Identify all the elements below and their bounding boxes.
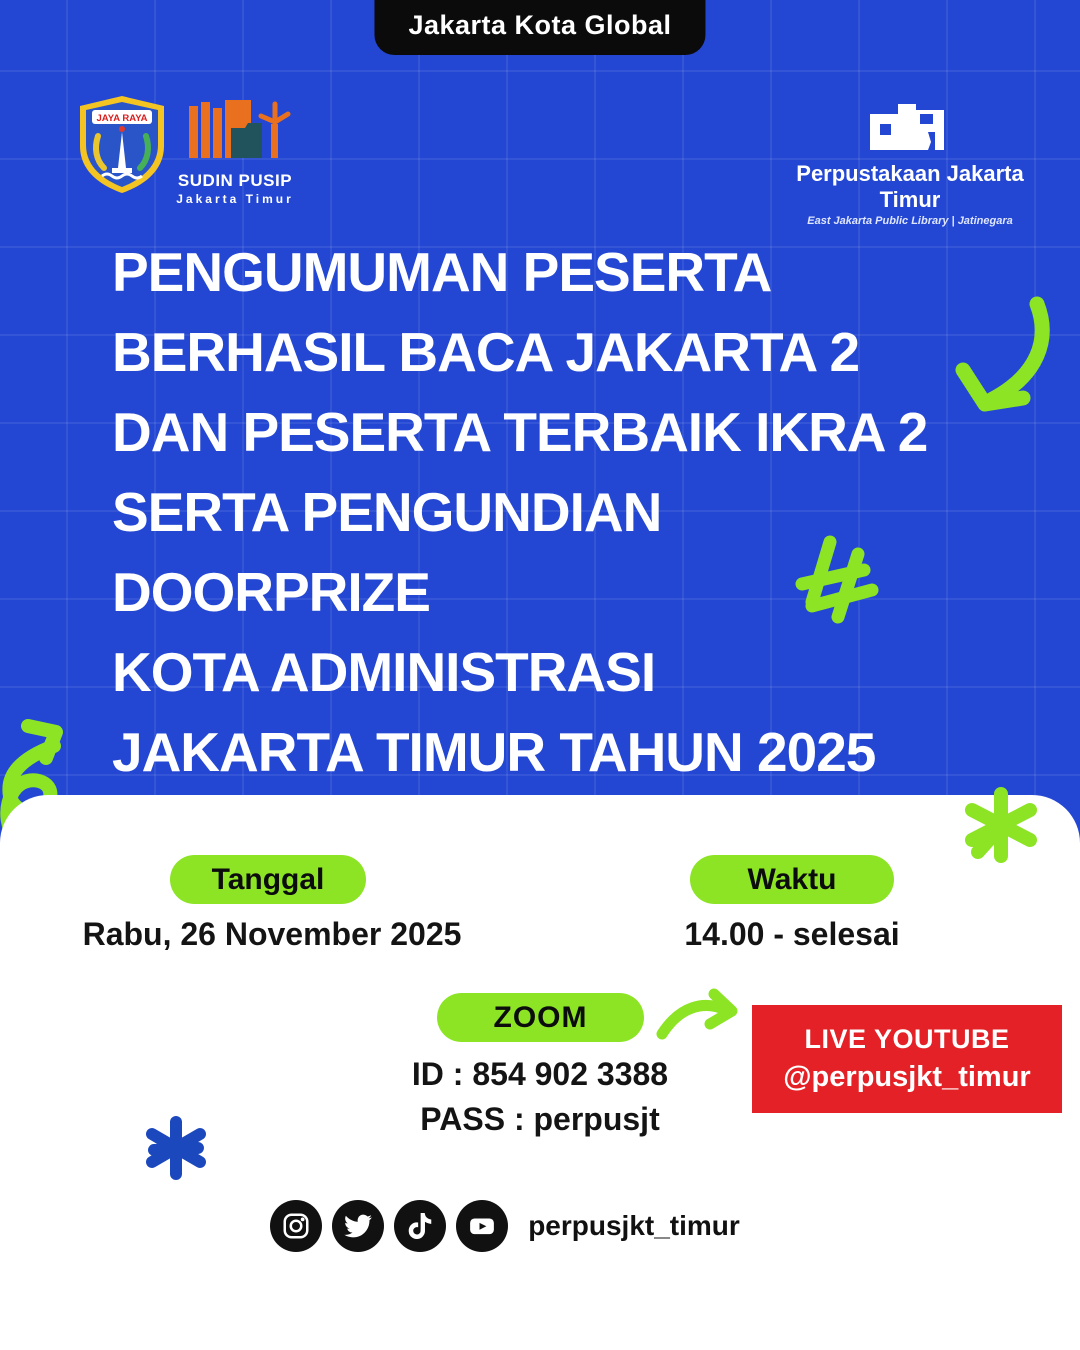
library-building-icon [868,100,952,150]
live-youtube-box [752,1005,1062,1113]
headline-line: KOTA ADMINISTRASI [112,641,656,703]
hash-doodle [790,532,882,627]
top-badge: Jakarta Kota Global [374,0,705,55]
sudin-buildings-icon [175,98,295,162]
headline-line: BERHASIL BACA JAKARTA 2 [112,321,860,383]
perpustakaan-logo [770,100,1050,227]
jaya-raya-shield-logo [76,94,168,199]
headline-block [112,232,992,792]
social-row [0,1200,1010,1252]
instagram-icon [270,1200,322,1252]
headline-line: SERTA PENGUNDIAN [112,481,662,543]
zoom-password: PASS : perpusjt [420,1101,660,1137]
headline-line: PENGUMUMAN PESERTA [112,241,772,303]
time-label-pill: Waktu [690,855,894,904]
date-label-pill: Tanggal [170,855,366,904]
headline-line: DAN PESERTA TERBAIK IKRA 2 [112,401,928,463]
sudin-pusip-subtitle: Jakarta Timur [176,192,294,206]
blue-asterisk-doodle [140,1112,212,1184]
green-asterisk-doodle [958,782,1044,868]
perpustakaan-subtitle: East Jakarta Public Library | Jatinegara [807,215,1013,227]
shield-icon [76,94,168,194]
live-youtube-label: LIVE YOUTUBE [804,1024,1010,1054]
small-arrow-right-doodle [652,988,748,1046]
zoom-meeting-id: ID : 854 902 3388 [411,1056,669,1092]
sudin-pusip-logo [170,98,300,206]
sudin-pusip-title: SUDIN PUSIP [177,171,293,190]
time-value: 14.00 - selesai [684,916,900,952]
youtube-icon [456,1200,508,1252]
twitter-icon [332,1200,384,1252]
svg-text:JAYA RAYA: JAYA RAYA [96,113,148,124]
youtube-handle: @perpusjkt_timur [783,1061,1031,1093]
perpustakaan-title: Perpustakaan Jakarta Timur [796,161,1024,212]
headline-line: DOORPRIZE [112,561,430,623]
zoom-label-pill: ZOOM [437,993,644,1042]
social-handle: perpusjkt_timur [528,1210,740,1241]
date-value: Rabu, 26 November 2025 [82,916,462,952]
tiktok-icon [394,1200,446,1252]
headline-line: JAKARTA TIMUR TAHUN 2025 [112,721,876,783]
curved-arrow-down-left-doodle [945,292,1060,434]
